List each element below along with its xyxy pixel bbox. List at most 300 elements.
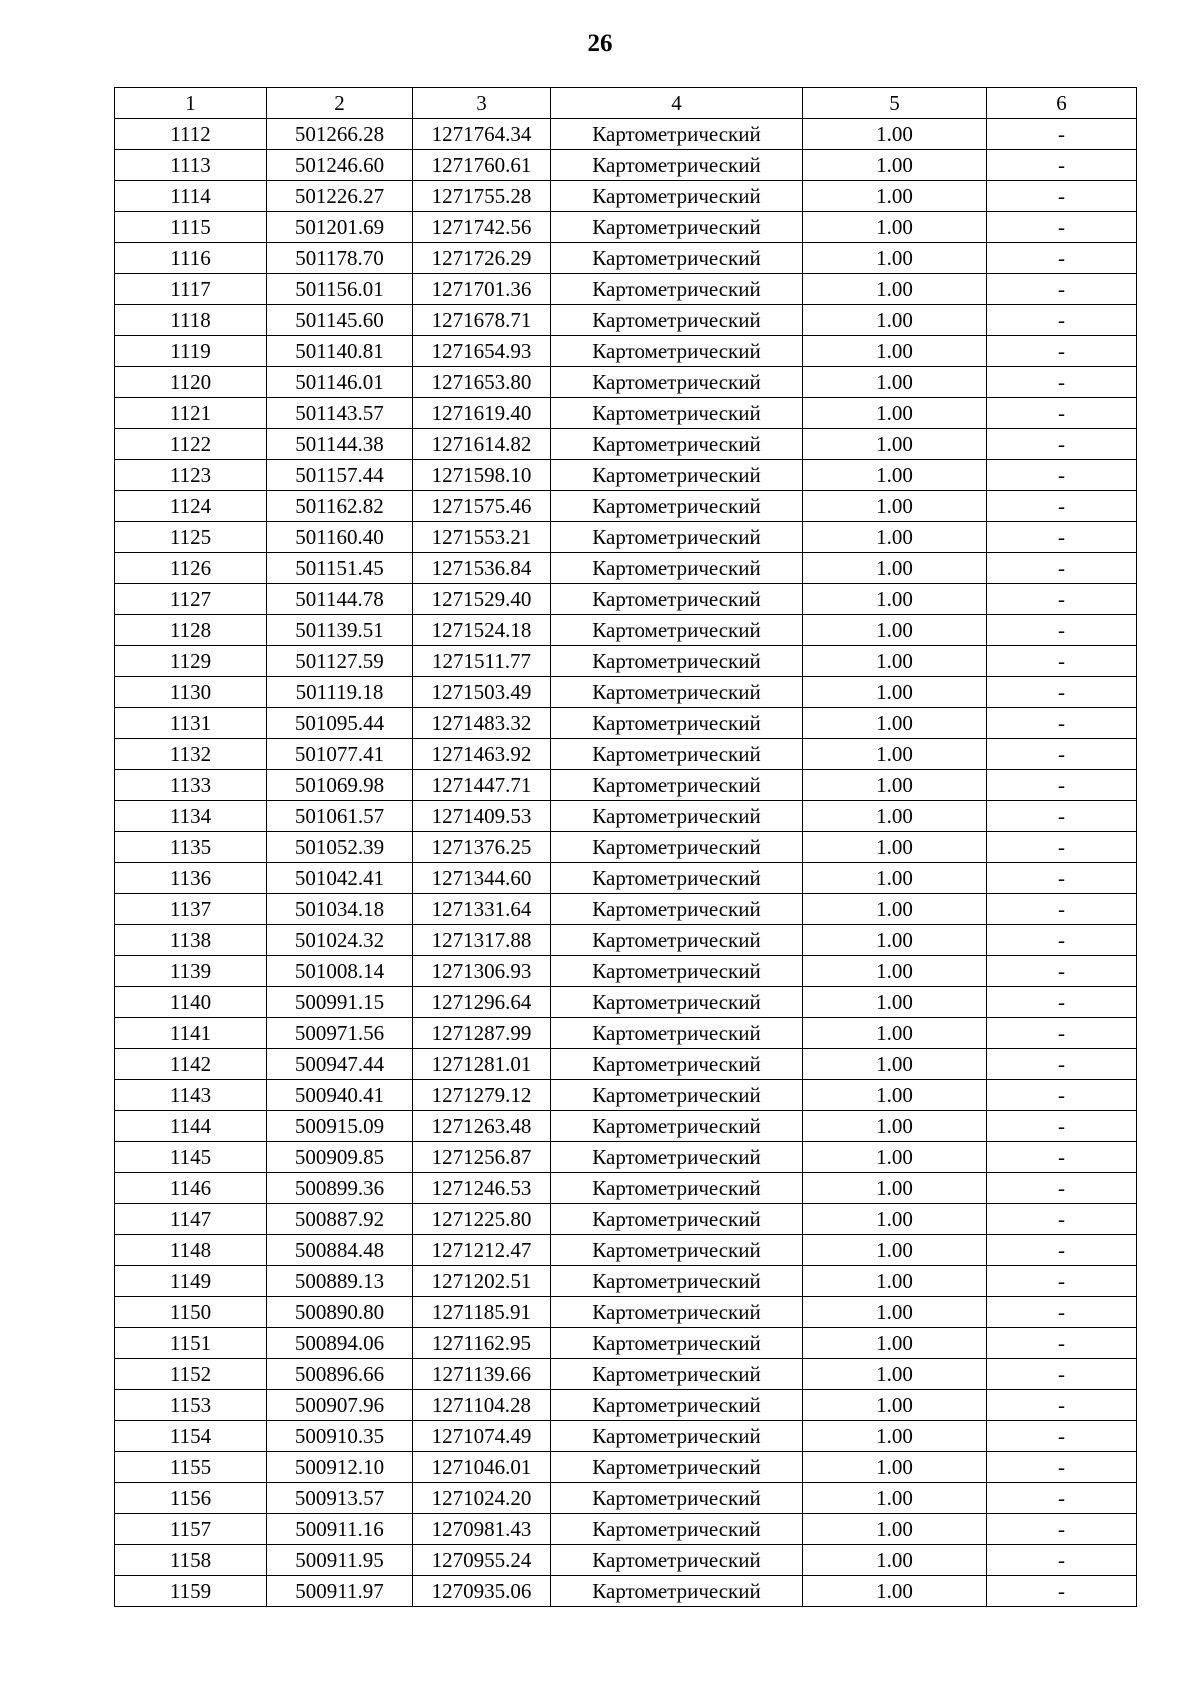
method-cell: Картометрический [551,305,803,336]
table-row [115,1018,1137,1049]
note-cell: - [987,739,1137,770]
x-coordinate-cell: 501266.28 [267,119,413,150]
point-number-cell: 1152 [115,1359,267,1390]
table-body [115,88,1137,1607]
accuracy-cell: 1.00 [803,336,987,367]
accuracy-cell: 1.00 [803,181,987,212]
accuracy-cell: 1.00 [803,708,987,739]
note-cell: - [987,398,1137,429]
point-number-cell: 1114 [115,181,267,212]
table-row [115,429,1137,460]
point-number-cell: 1146 [115,1173,267,1204]
accuracy-cell: 1.00 [803,1049,987,1080]
x-coordinate-cell: 501160.40 [267,522,413,553]
y-coordinate-cell: 1271614.82 [413,429,551,460]
method-cell: Картометрический [551,274,803,305]
method-cell: Картометрический [551,646,803,677]
table-row [115,739,1137,770]
method-cell: Картометрический [551,894,803,925]
y-coordinate-cell: 1271463.92 [413,739,551,770]
accuracy-cell: 1.00 [803,1142,987,1173]
y-coordinate-cell: 1271755.28 [413,181,551,212]
note-cell: - [987,1359,1137,1390]
note-cell: - [987,1049,1137,1080]
note-cell: - [987,150,1137,181]
x-coordinate-cell: 500911.95 [267,1545,413,1576]
note-cell: - [987,584,1137,615]
point-number-cell: 1129 [115,646,267,677]
y-coordinate-cell: 1271024.20 [413,1483,551,1514]
table-row [115,1390,1137,1421]
note-cell: - [987,956,1137,987]
x-coordinate-cell: 501034.18 [267,894,413,925]
y-coordinate-cell: 1271619.40 [413,398,551,429]
y-coordinate-cell: 1271279.12 [413,1080,551,1111]
note-cell: - [987,894,1137,925]
point-number-cell: 1141 [115,1018,267,1049]
point-number-cell: 1123 [115,460,267,491]
x-coordinate-cell: 501178.70 [267,243,413,274]
y-coordinate-cell: 1271742.56 [413,212,551,243]
y-coordinate-cell: 1271575.46 [413,491,551,522]
table-row [115,1452,1137,1483]
table-row [115,708,1137,739]
point-number-cell: 1122 [115,429,267,460]
point-number-cell: 1132 [115,739,267,770]
accuracy-cell: 1.00 [803,1483,987,1514]
x-coordinate-cell: 501077.41 [267,739,413,770]
accuracy-cell: 1.00 [803,305,987,336]
y-coordinate-cell: 1271511.77 [413,646,551,677]
x-coordinate-cell: 500896.66 [267,1359,413,1390]
method-cell: Картометрический [551,1483,803,1514]
method-cell: Картометрический [551,1204,803,1235]
note-cell: - [987,646,1137,677]
y-coordinate-cell: 1270981.43 [413,1514,551,1545]
y-coordinate-cell: 1271139.66 [413,1359,551,1390]
method-cell: Картометрический [551,1328,803,1359]
accuracy-cell: 1.00 [803,460,987,491]
note-cell: - [987,305,1137,336]
note-cell: - [987,925,1137,956]
table-row [115,863,1137,894]
note-cell: - [987,1018,1137,1049]
table-row [115,1514,1137,1545]
table-row [115,956,1137,987]
point-number-cell: 1125 [115,522,267,553]
method-cell: Картометрический [551,1142,803,1173]
x-coordinate-cell: 500899.36 [267,1173,413,1204]
x-coordinate-cell: 500890.80 [267,1297,413,1328]
point-number-cell: 1117 [115,274,267,305]
method-cell: Картометрический [551,1359,803,1390]
accuracy-cell: 1.00 [803,584,987,615]
y-coordinate-cell: 1271524.18 [413,615,551,646]
method-cell: Картометрический [551,491,803,522]
table-row [115,1297,1137,1328]
accuracy-cell: 1.00 [803,925,987,956]
point-number-cell: 1142 [115,1049,267,1080]
note-cell: - [987,1204,1137,1235]
point-number-cell: 1137 [115,894,267,925]
table-row [115,212,1137,243]
accuracy-cell: 1.00 [803,646,987,677]
y-coordinate-cell: 1271162.95 [413,1328,551,1359]
table-row [115,119,1137,150]
note-cell: - [987,677,1137,708]
method-cell: Картометрический [551,615,803,646]
note-cell: - [987,1576,1137,1607]
x-coordinate-cell: 500991.15 [267,987,413,1018]
x-coordinate-cell: 500909.85 [267,1142,413,1173]
point-number-cell: 1159 [115,1576,267,1607]
point-number-cell: 1151 [115,1328,267,1359]
accuracy-cell: 1.00 [803,1018,987,1049]
method-cell: Картометрический [551,460,803,491]
x-coordinate-cell: 501145.60 [267,305,413,336]
method-cell: Картометрический [551,398,803,429]
method-cell: Картометрический [551,1421,803,1452]
x-coordinate-cell: 501144.78 [267,584,413,615]
header-cell-1: 1 [115,88,267,119]
x-coordinate-cell: 501095.44 [267,708,413,739]
method-cell: Картометрический [551,1390,803,1421]
y-coordinate-cell: 1271764.34 [413,119,551,150]
y-coordinate-cell: 1271503.49 [413,677,551,708]
point-number-cell: 1154 [115,1421,267,1452]
table-row [115,1483,1137,1514]
x-coordinate-cell: 500911.16 [267,1514,413,1545]
accuracy-cell: 1.00 [803,615,987,646]
table-row [115,491,1137,522]
table-row [115,367,1137,398]
accuracy-cell: 1.00 [803,677,987,708]
y-coordinate-cell: 1271296.64 [413,987,551,1018]
table-row [115,1080,1137,1111]
accuracy-cell: 1.00 [803,1514,987,1545]
table-row [115,1545,1137,1576]
method-cell: Картометрический [551,1297,803,1328]
y-coordinate-cell: 1271246.53 [413,1173,551,1204]
point-number-cell: 1139 [115,956,267,987]
accuracy-cell: 1.00 [803,801,987,832]
x-coordinate-cell: 501008.14 [267,956,413,987]
note-cell: - [987,1390,1137,1421]
x-coordinate-cell: 501061.57 [267,801,413,832]
method-cell: Картометрический [551,925,803,956]
point-number-cell: 1119 [115,336,267,367]
y-coordinate-cell: 1270955.24 [413,1545,551,1576]
table-row [115,925,1137,956]
method-cell: Картометрический [551,1576,803,1607]
point-number-cell: 1135 [115,832,267,863]
note-cell: - [987,243,1137,274]
point-number-cell: 1147 [115,1204,267,1235]
x-coordinate-cell: 501052.39 [267,832,413,863]
x-coordinate-cell: 501127.59 [267,646,413,677]
y-coordinate-cell: 1271376.25 [413,832,551,863]
accuracy-cell: 1.00 [803,1080,987,1111]
point-number-cell: 1143 [115,1080,267,1111]
table-row [115,181,1137,212]
y-coordinate-cell: 1271256.87 [413,1142,551,1173]
x-coordinate-cell: 500887.92 [267,1204,413,1235]
x-coordinate-cell: 501143.57 [267,398,413,429]
y-coordinate-cell: 1271317.88 [413,925,551,956]
y-coordinate-cell: 1271553.21 [413,522,551,553]
point-number-cell: 1157 [115,1514,267,1545]
method-cell: Картометрический [551,584,803,615]
note-cell: - [987,1080,1137,1111]
table-row [115,615,1137,646]
table-row [115,1049,1137,1080]
x-coordinate-cell: 501069.98 [267,770,413,801]
table-row [115,584,1137,615]
accuracy-cell: 1.00 [803,1204,987,1235]
y-coordinate-cell: 1271046.01 [413,1452,551,1483]
accuracy-cell: 1.00 [803,1576,987,1607]
point-number-cell: 1121 [115,398,267,429]
note-cell: - [987,708,1137,739]
x-coordinate-cell: 500913.57 [267,1483,413,1514]
point-number-cell: 1130 [115,677,267,708]
method-cell: Картометрический [551,1080,803,1111]
accuracy-cell: 1.00 [803,243,987,274]
method-cell: Картометрический [551,863,803,894]
table-row [115,150,1137,181]
x-coordinate-cell: 501042.41 [267,863,413,894]
point-number-cell: 1124 [115,491,267,522]
note-cell: - [987,181,1137,212]
note-cell: - [987,801,1137,832]
method-cell: Картометрический [551,336,803,367]
x-coordinate-cell: 501162.82 [267,491,413,522]
table-row [115,1576,1137,1607]
point-number-cell: 1144 [115,1111,267,1142]
table-row [115,274,1137,305]
accuracy-cell: 1.00 [803,1235,987,1266]
y-coordinate-cell: 1271760.61 [413,150,551,181]
note-cell: - [987,1173,1137,1204]
note-cell: - [987,1545,1137,1576]
accuracy-cell: 1.00 [803,429,987,460]
table-row [115,336,1137,367]
method-cell: Картометрический [551,677,803,708]
method-cell: Картометрический [551,1514,803,1545]
note-cell: - [987,863,1137,894]
note-cell: - [987,832,1137,863]
y-coordinate-cell: 1271287.99 [413,1018,551,1049]
note-cell: - [987,1111,1137,1142]
note-cell: - [987,1266,1137,1297]
x-coordinate-cell: 501024.32 [267,925,413,956]
table-row [115,770,1137,801]
table-row [115,646,1137,677]
y-coordinate-cell: 1271306.93 [413,956,551,987]
method-cell: Картометрический [551,987,803,1018]
x-coordinate-cell: 500940.41 [267,1080,413,1111]
table-row [115,1359,1137,1390]
point-number-cell: 1158 [115,1545,267,1576]
point-number-cell: 1153 [115,1390,267,1421]
point-number-cell: 1113 [115,150,267,181]
x-coordinate-cell: 501226.27 [267,181,413,212]
x-coordinate-cell: 501139.51 [267,615,413,646]
method-cell: Картометрический [551,1266,803,1297]
note-cell: - [987,1297,1137,1328]
method-cell: Картометрический [551,1018,803,1049]
method-cell: Картометрический [551,708,803,739]
header-cell-5: 5 [803,88,987,119]
accuracy-cell: 1.00 [803,1359,987,1390]
y-coordinate-cell: 1271536.84 [413,553,551,584]
note-cell: - [987,770,1137,801]
y-coordinate-cell: 1271344.60 [413,863,551,894]
y-coordinate-cell: 1271447.71 [413,770,551,801]
point-number-cell: 1118 [115,305,267,336]
x-coordinate-cell: 500889.13 [267,1266,413,1297]
y-coordinate-cell: 1271281.01 [413,1049,551,1080]
accuracy-cell: 1.00 [803,150,987,181]
table-row [115,1111,1137,1142]
x-coordinate-cell: 501140.81 [267,336,413,367]
x-coordinate-cell: 501157.44 [267,460,413,491]
y-coordinate-cell: 1271653.80 [413,367,551,398]
table-row [115,987,1137,1018]
method-cell: Картометрический [551,522,803,553]
y-coordinate-cell: 1271483.32 [413,708,551,739]
y-coordinate-cell: 1271529.40 [413,584,551,615]
method-cell: Картометрический [551,1173,803,1204]
table-row [115,1204,1137,1235]
header-cell-2: 2 [267,88,413,119]
note-cell: - [987,336,1137,367]
method-cell: Картометрический [551,181,803,212]
x-coordinate-cell: 500894.06 [267,1328,413,1359]
x-coordinate-cell: 501144.38 [267,429,413,460]
accuracy-cell: 1.00 [803,491,987,522]
x-coordinate-cell: 501156.01 [267,274,413,305]
method-cell: Картометрический [551,832,803,863]
header-cell-3: 3 [413,88,551,119]
y-coordinate-cell: 1271678.71 [413,305,551,336]
x-coordinate-cell: 500911.97 [267,1576,413,1607]
table-row [115,398,1137,429]
accuracy-cell: 1.00 [803,1452,987,1483]
note-cell: - [987,553,1137,584]
accuracy-cell: 1.00 [803,863,987,894]
accuracy-cell: 1.00 [803,894,987,925]
accuracy-cell: 1.00 [803,739,987,770]
table-row [115,460,1137,491]
x-coordinate-cell: 500915.09 [267,1111,413,1142]
method-cell: Картометрический [551,1452,803,1483]
note-cell: - [987,1483,1137,1514]
y-coordinate-cell: 1271726.29 [413,243,551,274]
accuracy-cell: 1.00 [803,956,987,987]
y-coordinate-cell: 1271202.51 [413,1266,551,1297]
accuracy-cell: 1.00 [803,522,987,553]
accuracy-cell: 1.00 [803,987,987,1018]
point-number-cell: 1140 [115,987,267,1018]
point-number-cell: 1138 [115,925,267,956]
table-row [115,1173,1137,1204]
point-number-cell: 1134 [115,801,267,832]
accuracy-cell: 1.00 [803,119,987,150]
accuracy-cell: 1.00 [803,832,987,863]
y-coordinate-cell: 1271074.49 [413,1421,551,1452]
x-coordinate-cell: 501151.45 [267,553,413,584]
method-cell: Картометрический [551,212,803,243]
y-coordinate-cell: 1271701.36 [413,274,551,305]
note-cell: - [987,429,1137,460]
accuracy-cell: 1.00 [803,1266,987,1297]
point-number-cell: 1126 [115,553,267,584]
method-cell: Картометрический [551,367,803,398]
x-coordinate-cell: 500884.48 [267,1235,413,1266]
table-row [115,305,1137,336]
method-cell: Картометрический [551,243,803,274]
method-cell: Картометрический [551,1545,803,1576]
method-cell: Картометрический [551,429,803,460]
point-number-cell: 1149 [115,1266,267,1297]
note-cell: - [987,1235,1137,1266]
point-number-cell: 1128 [115,615,267,646]
accuracy-cell: 1.00 [803,1390,987,1421]
table-row [115,243,1137,274]
point-number-cell: 1156 [115,1483,267,1514]
point-number-cell: 1148 [115,1235,267,1266]
method-cell: Картометрический [551,1235,803,1266]
y-coordinate-cell: 1270935.06 [413,1576,551,1607]
accuracy-cell: 1.00 [803,1111,987,1142]
note-cell: - [987,1452,1137,1483]
note-cell: - [987,987,1137,1018]
note-cell: - [987,460,1137,491]
table-row [115,1421,1137,1452]
x-coordinate-cell: 500971.56 [267,1018,413,1049]
point-number-cell: 1136 [115,863,267,894]
x-coordinate-cell: 500907.96 [267,1390,413,1421]
table-row [115,553,1137,584]
y-coordinate-cell: 1271331.64 [413,894,551,925]
table-row [115,1266,1137,1297]
point-number-cell: 1127 [115,584,267,615]
x-coordinate-cell: 501201.69 [267,212,413,243]
point-number-cell: 1155 [115,1452,267,1483]
x-coordinate-cell: 501146.01 [267,367,413,398]
accuracy-cell: 1.00 [803,553,987,584]
accuracy-cell: 1.00 [803,1173,987,1204]
header-cell-4: 4 [551,88,803,119]
note-cell: - [987,119,1137,150]
note-cell: - [987,212,1137,243]
page-number: 26 [587,30,613,57]
accuracy-cell: 1.00 [803,1328,987,1359]
header-cell-6: 6 [987,88,1137,119]
table-row [115,1142,1137,1173]
note-cell: - [987,522,1137,553]
accuracy-cell: 1.00 [803,1297,987,1328]
method-cell: Картометрический [551,801,803,832]
note-cell: - [987,1421,1137,1452]
point-number-cell: 1112 [115,119,267,150]
coordinates-table [114,87,1137,1607]
table-row [115,832,1137,863]
y-coordinate-cell: 1271212.47 [413,1235,551,1266]
note-cell: - [987,491,1137,522]
y-coordinate-cell: 1271225.80 [413,1204,551,1235]
